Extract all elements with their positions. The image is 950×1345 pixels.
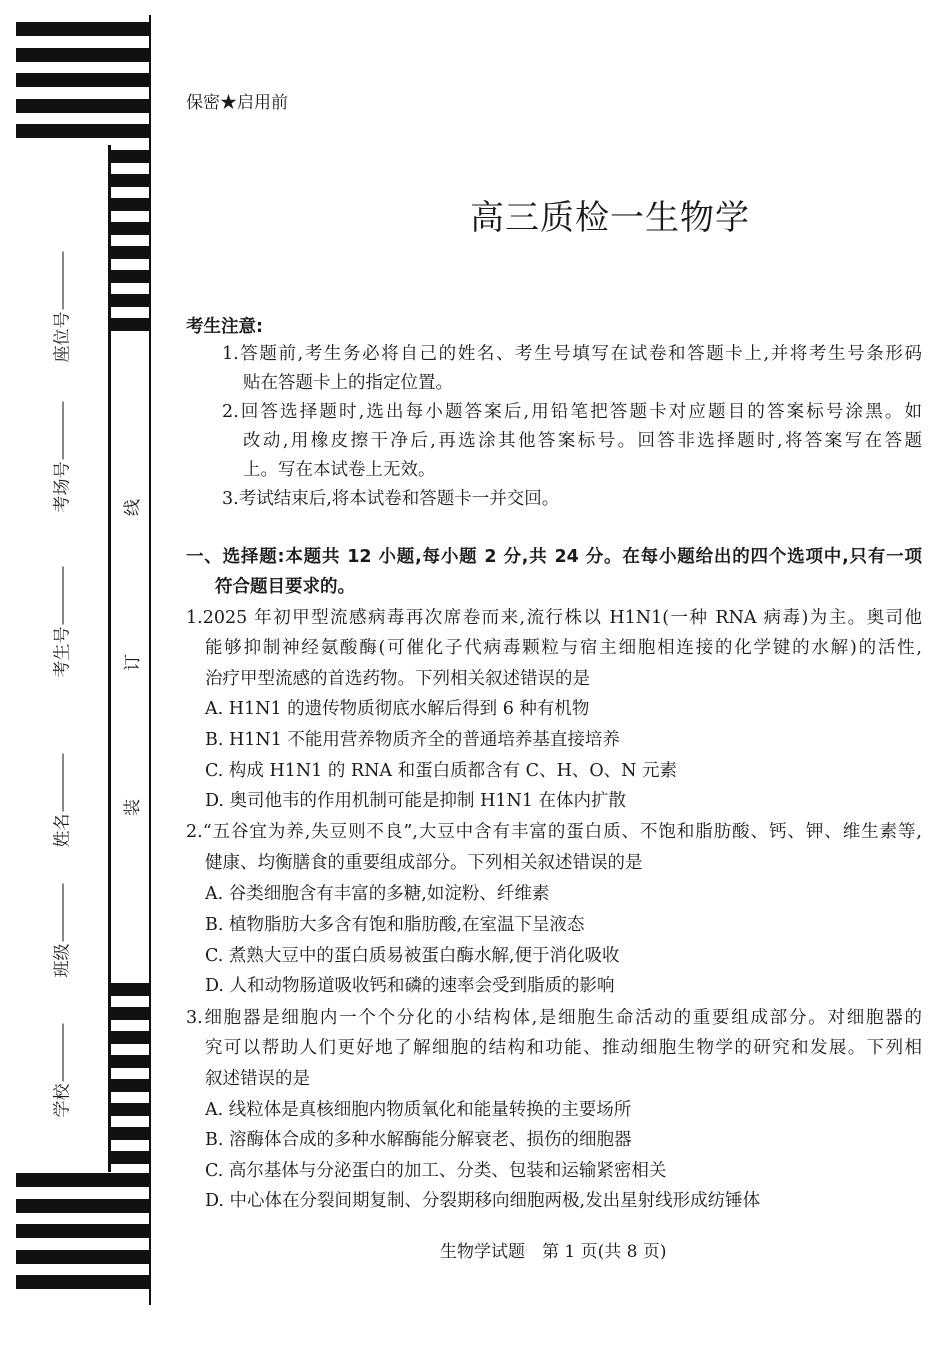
seal-char: 订 — [123, 654, 143, 671]
binding-field-blank[interactable] — [62, 402, 63, 460]
binding-field[interactable] — [48, 413, 73, 513]
binding-stripe — [16, 1250, 150, 1264]
answer-option: A. 谷类细胞含有丰富的多糖,如淀粉、纤维素 — [205, 884, 550, 904]
answer-option: C. 煮熟大豆中的蛋白质易被蛋白酶水解,便于消化吸收 — [205, 946, 620, 966]
section-heading: 一、选择题:本题共 12 小题,每小题 2 分,共 24 分。在每小题给出的四个选项中,只有一项 — [186, 547, 922, 567]
binding-stripe — [108, 1127, 150, 1140]
binding-stripe — [108, 270, 150, 283]
binding-field-blank[interactable] — [62, 567, 63, 625]
answer-option: B. H1N1 不能用营养物质齐全的普通培养基直接培养 — [205, 730, 620, 750]
answer-option: C. 高尔基体与分泌蛋白的加工、分类、包装和运输紧密相关 — [205, 1161, 667, 1181]
question-stem: 能够抑制神经氨酸酶(可催化子代病毒颗粒与宿主细胞相连接的化学键的水解)的活性, — [205, 638, 922, 658]
binding-stripe — [108, 294, 150, 307]
binding-field[interactable] — [48, 878, 73, 978]
binding-stripe — [108, 174, 150, 187]
binding-stripe — [16, 99, 150, 113]
question-stem: 叙述错误的是 — [205, 1069, 310, 1089]
binding-stripe — [16, 22, 150, 36]
binding-stripe — [16, 1199, 150, 1213]
binding-stripe — [16, 1173, 150, 1187]
binding-field-label: 考生号 — [52, 626, 73, 678]
binding-stripe — [108, 1151, 150, 1164]
answer-option: A. 线粒体是真核细胞内物质氧化和能量转换的主要场所 — [205, 1100, 632, 1120]
page-title: 高三质检一生物学 — [470, 198, 750, 238]
binding-stripe — [16, 1275, 150, 1289]
confidential-label: 保密★启用前 — [186, 93, 288, 113]
binding-stripe — [16, 124, 150, 138]
question-stem: 1.2025 年初甲型流感病毒再次席卷而来,流行株以 H1N1(一种 RNA 病毒)为主。奥司他 — [186, 608, 922, 628]
page-footer: 生物学试题 第 1 页(共 8 页) — [440, 1242, 667, 1262]
binding-stripe — [108, 1055, 150, 1068]
question-stem: 究可以帮助人们更好地了解细胞的结构和功能、推动细胞生物学的研究和发展。下列相 — [205, 1038, 922, 1058]
notice-line: 1.答题前,考生务必将自己的姓名、考生号填写在试卷和答题卡上,并将考生号条形码 — [222, 344, 922, 364]
binding-field-blank[interactable] — [62, 884, 63, 942]
binding-stripe — [108, 1007, 150, 1020]
answer-option: B. 植物脂肪大多含有饱和脂肪酸,在室温下呈液态 — [205, 915, 585, 935]
binding-field-label: 考场号 — [52, 461, 73, 513]
notice-line: 改动,用橡皮擦干净后,再选涂其他答案标号。回答非选择题时,将答案写在答题 — [243, 431, 922, 451]
answer-option: D. 人和动物肠道吸收钙和磷的速率会受到脂质的影响 — [205, 976, 615, 996]
question-stem: 治疗甲型流感的首选药物。下列相关叙述错误的是 — [205, 669, 590, 689]
binding-field[interactable] — [48, 1018, 73, 1118]
notice-line: 贴在答题卡上的指定位置。 — [243, 373, 453, 393]
binding-field-blank[interactable] — [62, 1024, 63, 1082]
binding-stripe — [108, 150, 150, 163]
binding-stripe — [108, 1103, 150, 1116]
answer-option: D. 奥司他韦的作用机制可能是抑制 H1N1 在体内扩散 — [205, 791, 626, 811]
binding-field-label: 学校 — [52, 1083, 73, 1118]
question-stem: 3.细胞器是细胞内一个个分化的小结构体,是细胞生命活动的重要组成部分。对细胞器的 — [186, 1008, 922, 1028]
seal-char: 线 — [123, 499, 143, 516]
binding-stripe — [16, 1224, 150, 1238]
section-heading: 符合题目要求的。 — [215, 577, 355, 597]
notice-line: 3.考试结束后,将本试卷和答题卡一并交回。 — [222, 489, 560, 509]
notice-heading: 考生注意: — [186, 317, 263, 337]
notice-line: 2.回答选择题时,选出每小题答案后,用铅笔把答题卡对应题目的答案标号涂黑。如 — [222, 402, 922, 422]
binding-field-label: 座位号 — [52, 311, 73, 363]
binding-field-blank[interactable] — [62, 754, 63, 812]
notice-line: 上。写在本试卷上无效。 — [243, 460, 436, 480]
binding-stripe — [108, 198, 150, 211]
binding-field[interactable] — [48, 748, 73, 848]
answer-option: D. 中心体在分裂间期复制、分裂期移向细胞两极,发出星射线形成纺锤体 — [205, 1191, 761, 1211]
binding-stripe — [108, 1079, 150, 1092]
question-stem: 健康、均衡膳食的重要组成部分。下列相关叙述错误的是 — [205, 853, 643, 873]
binding-stripe — [16, 73, 150, 87]
answer-option: C. 构成 H1N1 的 RNA 和蛋白质都含有 C、H、O、N 元素 — [205, 761, 678, 781]
answer-option: A. H1N1 的遗传物质彻底水解后得到 6 种有机物 — [205, 699, 590, 719]
binding-field[interactable] — [48, 578, 73, 678]
binding-field[interactable] — [48, 263, 73, 363]
binding-stripe — [108, 1031, 150, 1044]
binding-field-blank[interactable] — [62, 252, 63, 310]
binding-stripe — [16, 48, 150, 62]
answer-option: B. 溶酶体合成的多种水解酶能分解衰老、损伤的细胞器 — [205, 1130, 632, 1150]
seal-char: 装 — [123, 799, 143, 816]
binding-stripe — [108, 246, 150, 259]
binding-stripe — [108, 318, 150, 331]
binding-stripe — [108, 983, 150, 996]
question-stem: 2.“五谷宜为养,失豆则不良”,大豆中含有丰富的蛋白质、不饱和脂肪酸、钙、钾、维生素等, — [186, 822, 922, 842]
binding-field-label: 姓名 — [52, 813, 73, 848]
binding-field-label: 班级 — [52, 943, 73, 978]
binding-stripe — [108, 222, 150, 235]
